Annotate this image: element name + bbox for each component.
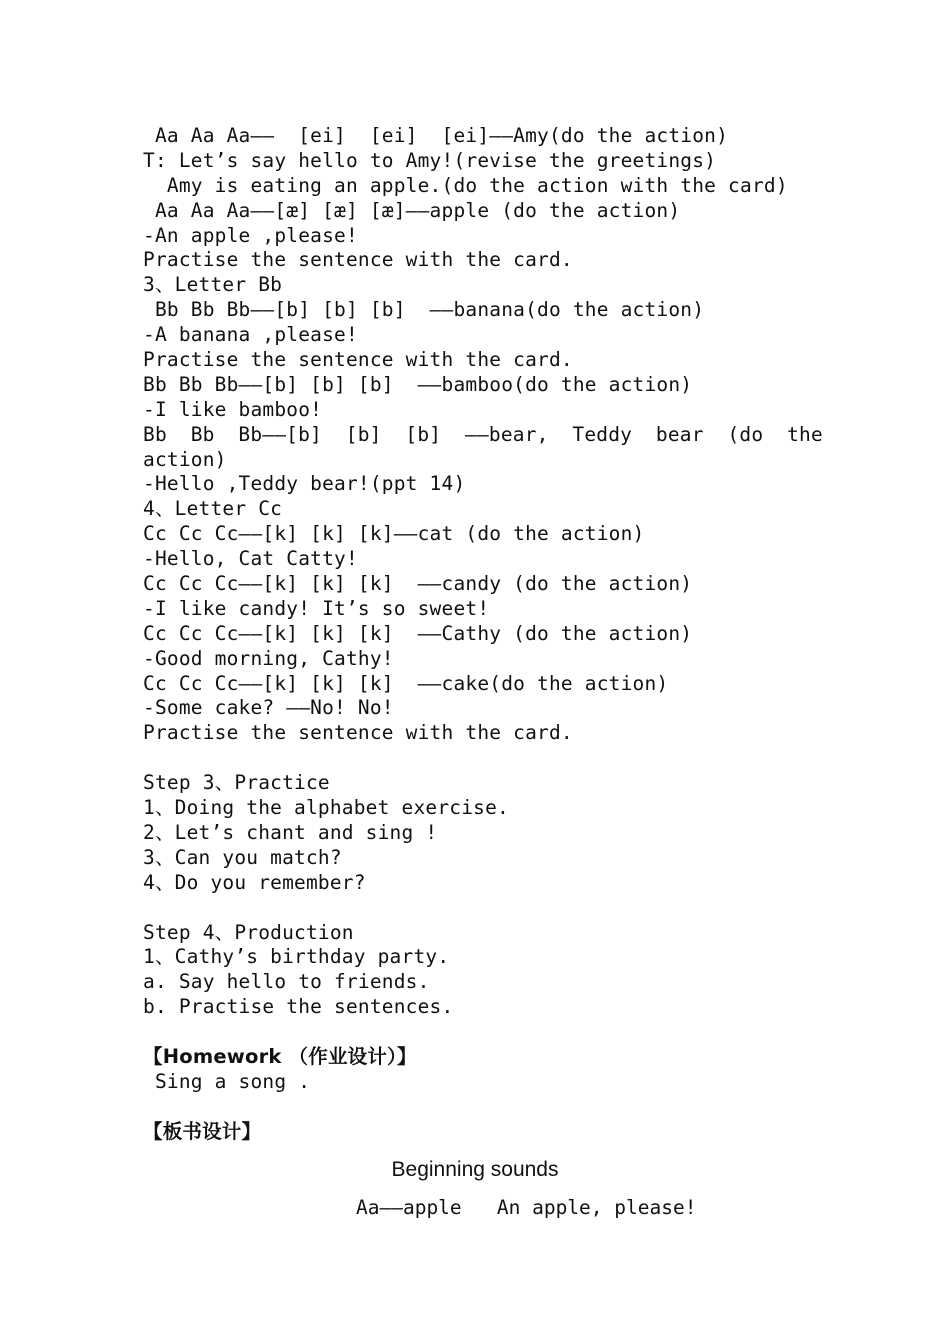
word: Bb bbox=[190, 422, 215, 446]
homework-text: Sing a song . bbox=[143, 1069, 311, 1093]
text-line: Cc Cc Cc——[k] [k] [k] ——candy (do the action) bbox=[143, 572, 693, 596]
text-line: -A banana ,please! bbox=[143, 323, 358, 347]
step-3-heading: Step 3、Practice bbox=[143, 771, 330, 795]
text-line: Cc Cc Cc——[k] [k] [k] ——cake(do the action) bbox=[143, 671, 669, 695]
blank-line bbox=[143, 746, 823, 771]
homework-heading: 【Homework （作业设计）】 bbox=[143, 1044, 417, 1068]
word: Bb——[b] bbox=[238, 422, 322, 446]
blank-line bbox=[143, 1020, 823, 1045]
word: Bb bbox=[143, 422, 167, 446]
word: (do bbox=[727, 422, 764, 446]
board-line: Aa——apple An apple, please! bbox=[356, 1196, 697, 1219]
word: [b] bbox=[405, 422, 442, 446]
text-line: -Good morning, Cathy! bbox=[143, 646, 394, 670]
justified-line bbox=[143, 423, 823, 448]
text-line: 3、Can you match? bbox=[143, 845, 342, 869]
text-line: -Hello ,Teddy bear!(ppt 14) bbox=[143, 472, 466, 496]
text-line: Bb Bb Bb——[b] [b] [b] ——banana(do the action) bbox=[143, 298, 705, 322]
word: Teddy bbox=[572, 422, 633, 446]
text-line: Amy is eating an apple.(do the action with the card) bbox=[143, 173, 788, 197]
text-line: action) bbox=[143, 447, 227, 471]
text-line: -I like candy! It’s so sweet! bbox=[143, 596, 490, 620]
text-line: 1、Doing the alphabet exercise. bbox=[143, 796, 509, 820]
text-line: 1、Cathy’s birthday party. bbox=[143, 945, 450, 969]
word: bear bbox=[655, 422, 704, 446]
text-line: Bb Bb Bb——[b] [b] [b] ——bamboo(do the action) bbox=[143, 372, 693, 396]
board-design-heading: 【板书设计】 bbox=[143, 1119, 262, 1143]
section-letter-bb: 3、Letter Bb bbox=[143, 273, 283, 297]
word: ——bear, bbox=[465, 422, 549, 446]
blank-line bbox=[143, 896, 823, 921]
section-letter-cc: 4、Letter Cc bbox=[143, 497, 283, 521]
text-line: -I like bamboo! bbox=[143, 397, 323, 421]
blank-line bbox=[143, 1095, 823, 1120]
text-line: Cc Cc Cc——[k] [k] [k]——cat (do the action) bbox=[143, 522, 645, 546]
text-line: b. Practise the sentences. bbox=[143, 995, 454, 1019]
text-line: 2、Let’s chant and sing ! bbox=[143, 820, 438, 844]
word: [b] bbox=[345, 422, 382, 446]
board-title: Beginning sounds bbox=[391, 1158, 559, 1181]
text-line: Practise the sentence with the card. bbox=[143, 348, 573, 372]
step-4-heading: Step 4、Production bbox=[143, 920, 354, 944]
text-line: Practise the sentence with the card. bbox=[143, 248, 573, 272]
text-line: -An apple ,please! bbox=[143, 223, 358, 247]
text-line: -Some cake? ——No! No! bbox=[143, 696, 394, 720]
text-line: 4、Do you remember? bbox=[143, 870, 366, 894]
lesson-plan-body bbox=[143, 124, 823, 1145]
text-line: -Hello, Cat Catty! bbox=[143, 547, 358, 571]
text-line: Practise the sentence with the card. bbox=[143, 721, 573, 745]
text-line: a. Say hello to friends. bbox=[143, 970, 430, 994]
word: the bbox=[787, 422, 823, 446]
text-line: T: Let’s say hello to Amy!(revise the greetings) bbox=[143, 148, 717, 172]
text-line: Aa Aa Aa——[æ] [æ] [æ]——apple (do the action) bbox=[143, 198, 681, 222]
text-line: Cc Cc Cc——[k] [k] [k] ——Cathy (do the action) bbox=[143, 621, 693, 645]
text-line: Aa Aa Aa—— [ei] [ei] [ei]——Amy(do the action) bbox=[143, 124, 729, 147]
